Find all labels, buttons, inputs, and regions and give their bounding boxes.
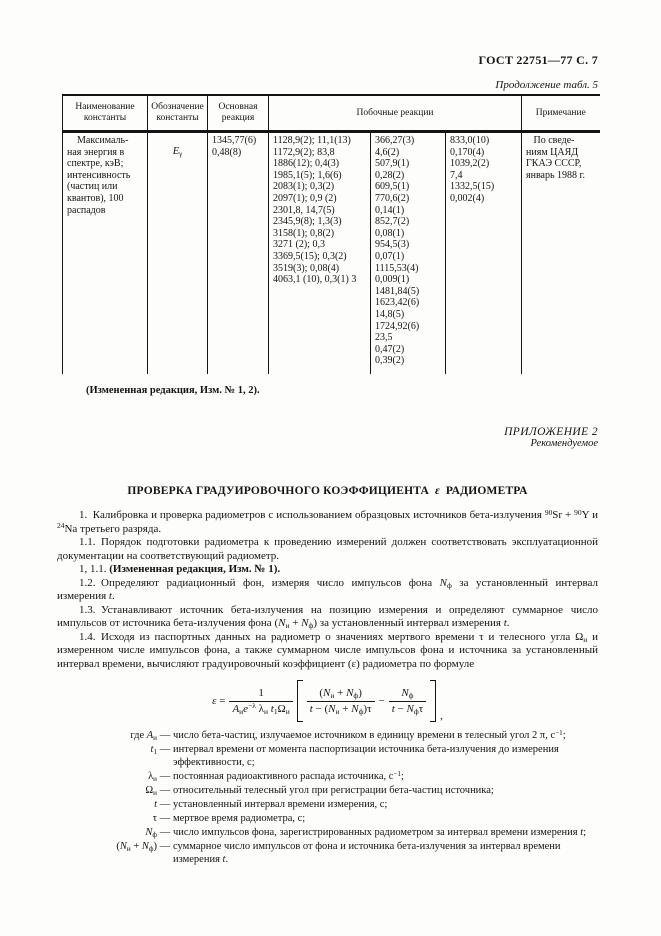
amended-revision-note: (Измененная редакция, Изм. № 1, 2). xyxy=(86,385,260,396)
definition-row xyxy=(57,743,598,769)
definition-dash: — xyxy=(159,827,171,838)
definition-dash: — xyxy=(159,799,171,810)
appendix-kind: Рекомендуемое xyxy=(530,438,598,449)
cell-main-reaction: 1345,77(6) 0,48(8) xyxy=(208,132,269,375)
paragraph-1: 1. Калибровка и проверка радиометров с использованием образцовых источников бета-излучения $^{90}$Sr + $^{90}$Y и $^{24}$Na третьего разряда. xyxy=(57,507,599,535)
constants-table xyxy=(62,94,600,374)
formula-fraction-1-denominator: $A_иe^{-\lambda}$ $\lambda_и$ $t_1\Omega_и$ xyxy=(229,701,292,716)
appendix-label: ПРИЛОЖЕНИЕ 2 xyxy=(504,426,598,438)
column-header-main-reaction: Основная реакция xyxy=(208,95,269,132)
right-bracket-icon xyxy=(430,680,436,722)
left-bracket-icon xyxy=(297,680,303,722)
definition-dash: — xyxy=(159,744,171,755)
formula-fraction-2 xyxy=(307,687,375,716)
definition-desc: установленный интервал времени измерения, с; xyxy=(173,799,388,810)
formula-fraction-2-denominator: $t - (N_и + N_ф)\tau$ xyxy=(307,701,375,716)
definition-desc: число бета-частиц, излучаемое источником в единицу времени в телесный угол 2 π, $с^{-1}$; xyxy=(173,728,566,741)
definition-dash: — xyxy=(159,813,171,824)
definition-desc: мертвое время радиометра, с; xyxy=(173,813,306,824)
column-header-side-reactions: Побочные реакции xyxy=(269,95,522,132)
column-header-constant-symbol: Обозначение константы xyxy=(148,95,208,132)
table-header-row xyxy=(63,95,600,132)
definition-row xyxy=(57,784,598,797)
definition-dash: — xyxy=(159,785,171,796)
definition-row xyxy=(57,826,598,839)
definition-row xyxy=(57,812,598,825)
cell-note: По сведе- ниям ЦАЯД ГКАЭ СССР, январь 1988 г. xyxy=(522,132,600,375)
paragraph-1-1-amended: 1, 1.1. (Измененная редакция, Изм. № 1). xyxy=(79,563,281,575)
definition-dash: — xyxy=(159,771,171,782)
formula-fraction-3 xyxy=(389,687,426,716)
definition-dash: — xyxy=(159,841,171,852)
formula-fraction-1 xyxy=(229,687,292,716)
cell-side-reactions-2: 366,27(3) 4,6(2) 507,9(1) 0,28(2) 609,5(1) 770,6(2) 0,14(1) 852,7(2) 0,08(1) 954,5(3) 0,07(1) 1115,53(4) 0,009(1) 1481,84(5) 1623,42(6) 14,8(5) 1724,92(6) 23,5 0,47(2) 0,39(2) xyxy=(371,132,446,375)
definition-desc: постоянная радиоактивного распада источника, $с^{-1}$; xyxy=(173,769,404,782)
definition-row xyxy=(57,798,598,811)
paragraph-1-1: 1.1. Порядок подготовки радиометра к проведению измерений должен соответствовать эксплуатационной документации на соответствующий радиометр. xyxy=(57,536,598,562)
definition-term: τ xyxy=(152,813,157,824)
cell-side-reactions-1: 1128,9(2); 11,1(13) 1172,9(2); 83,8 1886(12); 0,4(3) 1985,1(5); 1,6(6) 2083(1); 0,3(2) 2097(1); 0,9 (2) 2301,8, 14,7(5) 2345,9(8); 1,3(3) 3158(1); 0,8(2) 3271 (2); 0,3 3369,5(15); 0,3(2) 3519(3); 0,08(4) 4063,1 (10), 0,3(1) 3 xyxy=(269,132,371,375)
formula-fraction-3-numerator: $N_ф$ xyxy=(401,686,414,700)
appendix-block xyxy=(57,426,598,449)
calibration-coefficient-formula xyxy=(57,680,598,722)
column-header-note: Примечание xyxy=(522,95,600,132)
formula-minus-sign: − xyxy=(378,695,385,707)
symbol-definitions xyxy=(57,729,598,866)
definition-term: где $A_и$ xyxy=(130,730,157,742)
definition-term: $(N_и + N_ф)$ xyxy=(116,841,157,853)
cell-constant-name: Максималь- ная энергия в спектре, кэВ; интенсивность (частиц или квантов), 100 распадов xyxy=(63,132,148,375)
definition-desc: интервал времени от момента паспортизации источника бета-излучения до измерения эффективности, с; xyxy=(173,744,559,768)
formula-lhs: ε = xyxy=(212,695,226,707)
formula-fraction-3-denominator: $t - N_ф\tau$ xyxy=(389,701,426,716)
definition-row xyxy=(57,729,598,742)
definition-desc: число импульсов фона, зарегистрированных радиометром за интервал времени измерения t; xyxy=(173,827,587,838)
definition-term: $\lambda_и$ xyxy=(148,771,157,783)
definition-term: t xyxy=(154,799,157,810)
cell-constant-symbol: $E_\gamma$ xyxy=(148,132,208,375)
table-continuation-caption: Продолжение табл. 5 xyxy=(495,79,598,91)
paragraph-1-2: 1.2. Определяют радиационный фон, измеряя число импульсов фона $N_ф$ за установленный интервал измерения t. xyxy=(57,576,598,602)
formula-fraction-2-numerator: $(N_и + N_ф)$ xyxy=(319,686,362,700)
cell-side-reactions-3: 833,0(10) 0,170(4) 1039,2(2) 7,4 1332,5(15) 0,002(4) xyxy=(446,132,522,375)
column-header-constant-name: Наименование константы xyxy=(63,95,148,132)
definition-dash: — xyxy=(159,730,171,741)
table-row xyxy=(63,132,600,375)
definition-term: $t_1$ xyxy=(150,744,157,756)
definition-row xyxy=(57,840,598,866)
definition-term: $\Omega_и$ xyxy=(145,785,157,797)
formula-fraction-1-numerator: 1 xyxy=(258,686,264,699)
paragraph-1-3: 1.3. Устанавливают источник бета-излучения на позицию измерения и определяют суммарное число импульсов от источника бета-излучения фона $(N_и + N_ф)$ за установленный интервал измерения t. xyxy=(57,603,598,631)
gost-header: ГОСТ 22751—77 С. 7 xyxy=(478,53,598,67)
definition-desc: относительный телесный угол при регистрации бета-частиц источника; xyxy=(173,785,494,796)
section-title: ПРОВЕРКА ГРАДУИРОВОЧНОГО КОЭФФИЦИЕНТА ε РАДИОМЕТРА xyxy=(127,485,528,497)
formula-trailing-comma: , xyxy=(440,710,443,722)
definition-row xyxy=(57,770,598,783)
definition-desc: суммарное число импульсов от фона и источника бета-излучения за интервал времени измерения t. xyxy=(173,841,561,865)
paragraph-1-4: 1.4. Исходя из паспортных данных на радиометр о значениях мертвого времени τ и телесного угла $\Omega_и$ и измеренном числе импульсов фона, а также суммарном числе импульсов фона и источника за установленный интервал времени, вычисляют градуировочный коэффициент (ε) радиометра по формуле xyxy=(57,630,598,670)
body-paragraphs xyxy=(57,509,598,671)
definition-term: $N_ф$ xyxy=(145,827,157,839)
